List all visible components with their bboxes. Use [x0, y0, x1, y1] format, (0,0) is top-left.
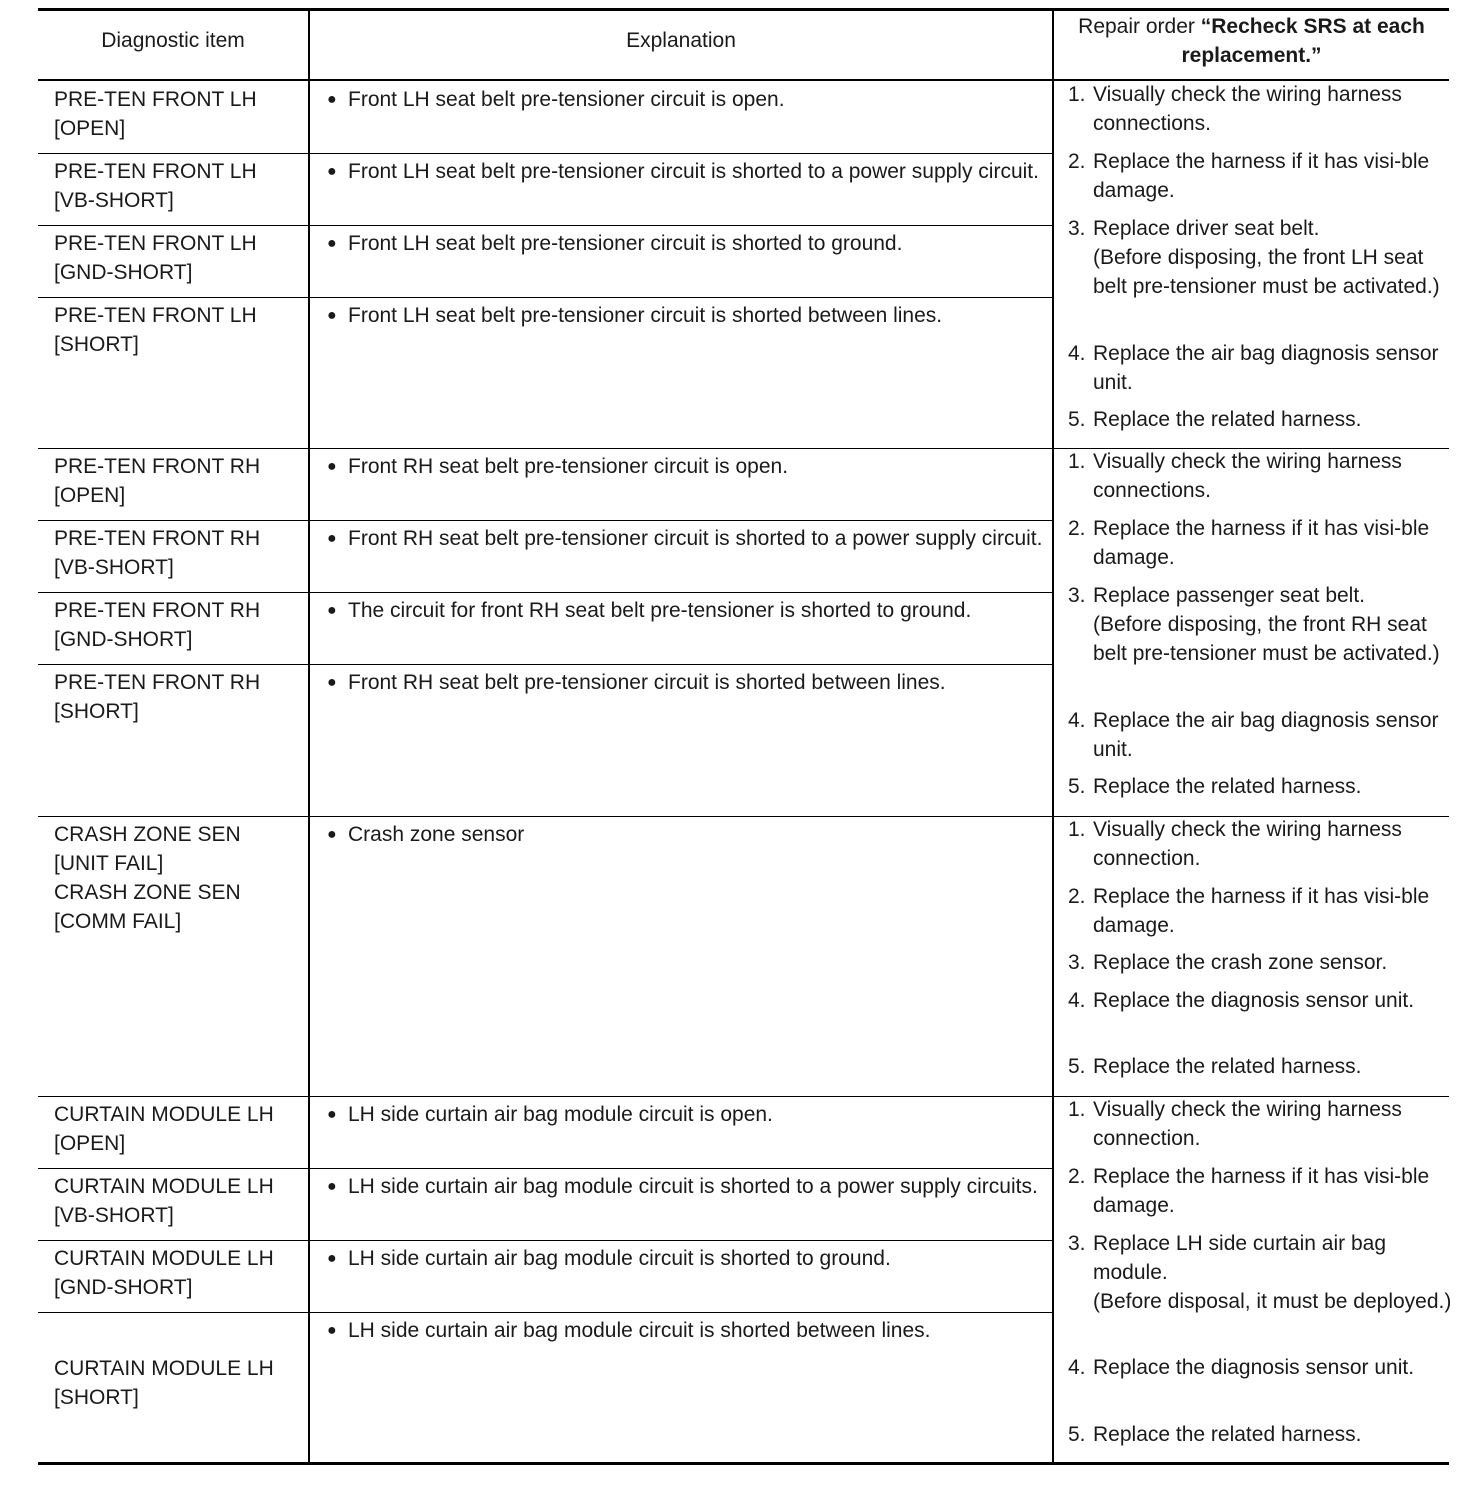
diagnostic-item-line: [VB-SHORT]	[54, 1204, 174, 1227]
explanation	[324, 157, 1048, 186]
repair-step	[1068, 405, 1453, 434]
diagnostic-item-line: [OPEN]	[54, 117, 126, 140]
diagnostic-item-line: [GND-SHORT]	[54, 628, 193, 651]
diagnostic-item-line: PRE-TEN FRONT LH	[54, 88, 257, 111]
diagnostic-item	[54, 85, 309, 143]
explanation-text: Front RH seat belt pre-tensioner circuit is open.	[348, 455, 789, 478]
diagnostic-item	[54, 157, 309, 215]
repair-step	[1068, 581, 1453, 668]
repair-step	[1068, 882, 1453, 940]
bullet-icon: ●	[327, 1178, 337, 1195]
repair-step-number: 4.	[1068, 709, 1086, 732]
header-diagnostic-item: Diagnostic item	[101, 29, 245, 52]
diagnostic-item	[54, 229, 309, 287]
diagnostic-item-line: PRE-TEN FRONT RH	[54, 671, 261, 694]
bullet-icon: ●	[327, 307, 337, 324]
repair-step-text: Replace driver seat belt.	[1093, 217, 1320, 240]
explanation	[324, 1100, 1048, 1129]
explanation	[324, 85, 1048, 114]
bullet-icon: ●	[327, 826, 337, 843]
repair-step-text: Replace the harness if it has visi-ble damage.	[1093, 150, 1430, 202]
explanation	[324, 1172, 1048, 1201]
repair-step	[1068, 339, 1453, 397]
repair-step	[1068, 1162, 1453, 1220]
diagnostic-item-line: CRASH ZONE SEN	[54, 881, 241, 904]
table-top-border	[38, 8, 1449, 11]
table-bottom-border	[38, 1462, 1449, 1465]
row-divider	[38, 1240, 1052, 1241]
header-repair-order-label: Repair order	[1078, 15, 1201, 38]
repair-step-text: Replace the related harness.	[1093, 1423, 1362, 1446]
diagnostic-item-line: CURTAIN MODULE LH	[54, 1247, 274, 1270]
diagnostic-item	[54, 596, 309, 654]
explanation-text: Front LH seat belt pre-tensioner circuit is open.	[348, 88, 785, 111]
bullet-icon: ●	[327, 163, 337, 180]
repair-step-text: Replace passenger seat belt.	[1093, 584, 1366, 607]
explanation	[324, 301, 1048, 330]
repair-step-number: 1.	[1068, 450, 1086, 473]
header-repair-order-note: “Recheck SRS at each replacement.”	[1181, 15, 1425, 67]
diagnostic-item	[54, 1354, 309, 1412]
diagnostic-item-line: [UNIT FAIL]	[54, 852, 164, 875]
repair-step-number: 3.	[1068, 217, 1086, 240]
repair-step	[1068, 147, 1453, 205]
diagnostic-item	[54, 668, 309, 726]
repair-step-number: 3.	[1068, 1232, 1086, 1255]
repair-step	[1068, 447, 1453, 505]
header-explanation: Explanation	[626, 29, 736, 52]
diagnostic-item-line: PRE-TEN FRONT LH	[54, 304, 257, 327]
repair-step-number: 4.	[1068, 989, 1086, 1012]
diagnostic-item-line: CURTAIN MODULE LH	[54, 1103, 274, 1126]
repair-step-text: Visually check the wiring harness connections.	[1093, 450, 1402, 502]
repair-step-text: Replace the diagnosis sensor unit.	[1093, 1356, 1415, 1379]
diagnostic-item-line: [OPEN]	[54, 484, 126, 507]
row-divider	[38, 153, 1052, 154]
diagnostic-item-line: PRE-TEN FRONT RH	[54, 455, 261, 478]
row-divider	[38, 520, 1052, 521]
diagnostic-item	[54, 1172, 309, 1230]
explanation-text: Front RH seat belt pre-tensioner circuit is shorted between lines.	[348, 671, 946, 694]
diagnostic-item	[54, 1244, 309, 1302]
repair-step-number: 4.	[1068, 342, 1086, 365]
explanation-text: Front LH seat belt pre-tensioner circuit is shorted to a power supply circuit.	[348, 160, 1039, 183]
explanation	[324, 820, 1048, 849]
repair-step	[1068, 772, 1453, 801]
row-divider	[38, 1168, 1052, 1169]
column-divider-2	[1052, 8, 1054, 1465]
diagnostic-item-line: CRASH ZONE SEN	[54, 823, 241, 846]
repair-step	[1068, 948, 1453, 977]
repair-step-text: Replace the air bag diagnosis sensor unit.	[1093, 709, 1439, 761]
diagnostic-item-line: [SHORT]	[54, 1386, 139, 1409]
row-divider	[38, 297, 1052, 298]
diagnostic-item-line: [GND-SHORT]	[54, 261, 193, 284]
bullet-icon: ●	[327, 1106, 337, 1123]
diagnostic-item-line: [COMM FAIL]	[54, 910, 182, 933]
repair-step-text: (Before disposing, the front LH seat belt pre-tensioner must be activated.)	[1093, 246, 1440, 298]
repair-step-text: Replace the crash zone sensor.	[1093, 951, 1388, 974]
explanation	[324, 1244, 1048, 1273]
repair-step-number: 2.	[1068, 1165, 1086, 1188]
diagnostic-item-line: PRE-TEN FRONT LH	[54, 160, 257, 183]
repair-step	[1068, 514, 1453, 572]
repair-step	[1068, 1052, 1453, 1081]
bullet-icon: ●	[327, 1322, 337, 1339]
repair-step-text: Replace the related harness.	[1093, 1055, 1362, 1078]
explanation	[324, 452, 1048, 481]
bullet-icon: ●	[327, 91, 337, 108]
bullet-icon: ●	[327, 674, 337, 691]
repair-step	[1068, 1420, 1453, 1449]
diagnostic-item	[54, 301, 309, 359]
repair-step	[1068, 815, 1453, 873]
repair-step-number: 2.	[1068, 517, 1086, 540]
repair-step-text: Replace LH side curtain air bag module.	[1093, 1232, 1386, 1284]
bullet-icon: ●	[327, 235, 337, 252]
diagnostic-item-line: [OPEN]	[54, 1132, 126, 1155]
repair-step	[1068, 1095, 1453, 1153]
repair-step-number: 5.	[1068, 1423, 1086, 1446]
explanation-text: The circuit for front RH seat belt pre-tensioner is shorted to ground.	[348, 599, 972, 622]
row-divider	[38, 225, 1052, 226]
row-divider	[38, 1312, 1052, 1313]
diagnostic-item-line: PRE-TEN FRONT RH	[54, 599, 261, 622]
explanation	[324, 668, 1048, 697]
bullet-icon: ●	[327, 530, 337, 547]
diagnostic-item-line: [SHORT]	[54, 700, 139, 723]
repair-step	[1068, 1353, 1453, 1382]
repair-step-text: Visually check the wiring harness connections.	[1093, 83, 1402, 135]
diagnostic-item	[54, 820, 309, 936]
repair-step-number: 2.	[1068, 885, 1086, 908]
diagnostic-item-line: PRE-TEN FRONT RH	[54, 527, 261, 550]
explanation	[324, 229, 1048, 258]
repair-step-number: 2.	[1068, 150, 1086, 173]
diagnostic-item-line: PRE-TEN FRONT LH	[54, 232, 257, 255]
repair-step-text: Replace the harness if it has visi-ble damage.	[1093, 885, 1430, 937]
repair-step-number: 1.	[1068, 818, 1086, 841]
bullet-icon: ●	[327, 458, 337, 475]
diagnostic-item	[54, 1100, 309, 1158]
repair-step-number: 1.	[1068, 83, 1086, 106]
repair-step-text: Replace the harness if it has visi-ble damage.	[1093, 517, 1430, 569]
diagnostic-item-line: [VB-SHORT]	[54, 189, 174, 212]
explanation	[324, 524, 1048, 553]
diagnostic-item	[54, 452, 309, 510]
diagnostic-item-line: [SHORT]	[54, 333, 139, 356]
diagnostic-table	[38, 8, 1452, 1465]
repair-step-number: 5.	[1068, 775, 1086, 798]
repair-step-number: 3.	[1068, 951, 1086, 974]
repair-step-number: 3.	[1068, 584, 1086, 607]
explanation-text: Crash zone sensor	[348, 823, 525, 846]
repair-step-text: Replace the air bag diagnosis sensor unit.	[1093, 342, 1439, 394]
explanation-text: Front RH seat belt pre-tensioner circuit is shorted to a power supply circuit.	[348, 527, 1043, 550]
diagnostic-item-line: [GND-SHORT]	[54, 1276, 193, 1299]
repair-step-text: Replace the diagnosis sensor unit.	[1093, 989, 1415, 1012]
bullet-icon: ●	[327, 602, 337, 619]
diagnostic-item-line: [VB-SHORT]	[54, 556, 174, 579]
explanation-text: Front LH seat belt pre-tensioner circuit is shorted to ground.	[348, 232, 903, 255]
explanation-text: LH side curtain air bag module circuit is shorted between lines.	[348, 1319, 931, 1342]
explanation-text: LH side curtain air bag module circuit is shorted to a power supply circuits.	[348, 1175, 1038, 1198]
repair-step	[1068, 1229, 1453, 1316]
repair-step	[1068, 706, 1453, 764]
repair-step-text: Visually check the wiring harness connection.	[1093, 818, 1402, 870]
repair-step-number: 1.	[1068, 1098, 1086, 1121]
repair-step-number: 5.	[1068, 408, 1086, 431]
repair-step-text: Visually check the wiring harness connection.	[1093, 1098, 1402, 1150]
explanation	[324, 1316, 1048, 1345]
repair-step-text: Replace the harness if it has visi-ble damage.	[1093, 1165, 1430, 1217]
explanation-text: LH side curtain air bag module circuit is open.	[348, 1103, 773, 1126]
repair-step-text: (Before disposal, it must be deployed.)	[1093, 1290, 1452, 1313]
repair-step-text: Replace the related harness.	[1093, 408, 1362, 431]
explanation	[324, 596, 1048, 625]
explanation-text: LH side curtain air bag module circuit is shorted to ground.	[348, 1247, 891, 1270]
repair-step-number: 5.	[1068, 1055, 1086, 1078]
repair-step-number: 4.	[1068, 1356, 1086, 1379]
explanation-text: Front LH seat belt pre-tensioner circuit is shorted between lines.	[348, 304, 943, 327]
repair-step	[1068, 80, 1453, 138]
row-divider	[38, 664, 1052, 665]
repair-step-text: (Before disposing, the front RH seat belt pre-tensioner must be activated.)	[1093, 613, 1440, 665]
repair-step	[1068, 986, 1453, 1015]
repair-step	[1068, 214, 1453, 301]
repair-step-text: Replace the related harness.	[1093, 775, 1362, 798]
header-repair-order	[1054, 12, 1449, 70]
row-divider	[38, 592, 1052, 593]
diagnostic-item-line: CURTAIN MODULE LH	[54, 1357, 274, 1380]
bullet-icon: ●	[327, 1250, 337, 1267]
diagnostic-item	[54, 524, 309, 582]
diagnostic-item-line: CURTAIN MODULE LH	[54, 1175, 274, 1198]
